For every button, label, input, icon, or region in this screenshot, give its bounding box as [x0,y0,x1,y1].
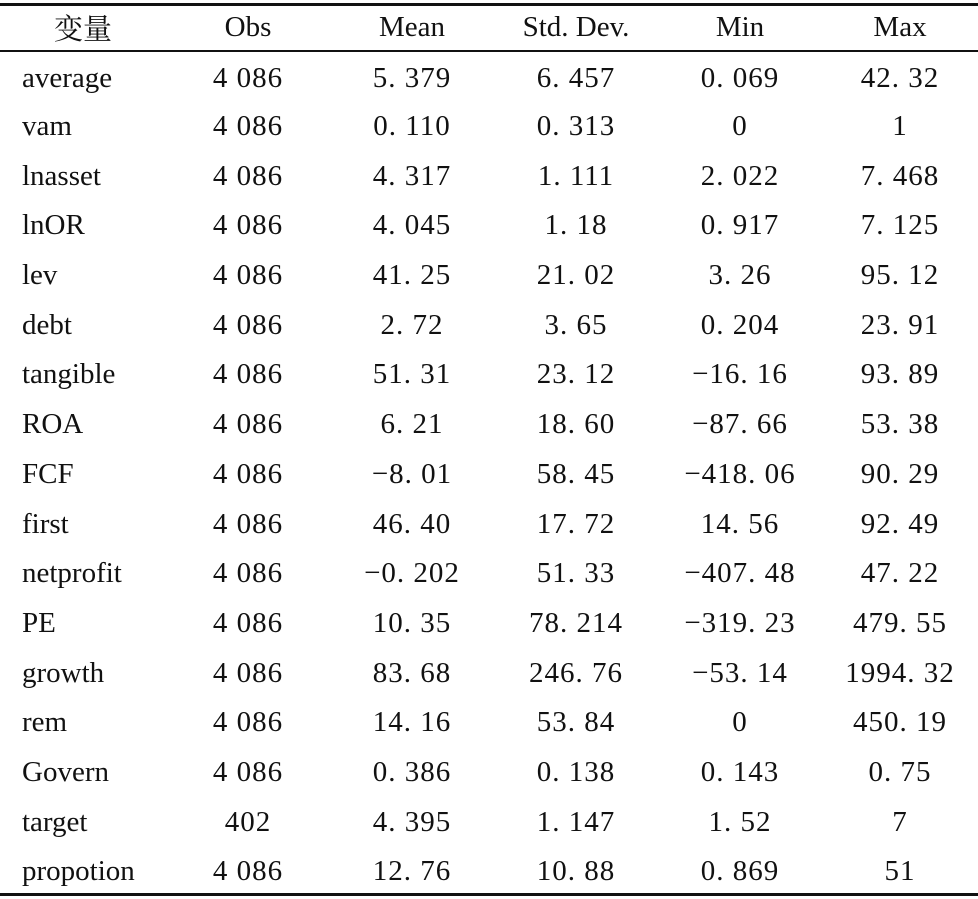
table-row [0,797,978,847]
obs-cell: 4 086 [212,209,284,242]
mean-cell: −0. 202 [364,557,460,590]
variable-name-cell: tangible [22,358,116,391]
obs-cell: 4 086 [212,358,284,391]
table-row [0,549,978,599]
std-dev-cell: 17. 72 [536,507,616,540]
obs-cell: 4 086 [212,159,284,192]
variable-name-cell: propotion [22,855,135,888]
mean-cell: 51. 31 [372,358,452,391]
min-cell: 0. 204 [700,308,780,341]
max-cell: 47. 22 [860,557,940,590]
mean-cell: 6. 21 [380,408,444,441]
std-dev-cell: 53. 84 [536,706,616,739]
mean-cell: 41. 25 [372,259,452,292]
std-dev-cell: 1. 147 [536,805,616,838]
variable-name-cell: lev [22,259,58,292]
std-dev-cell: 23. 12 [536,358,616,391]
mean-cell: −8. 01 [371,457,453,490]
mean-cell: 83. 68 [372,656,452,689]
mean-cell: 0. 110 [373,110,451,143]
mean-cell: 10. 35 [372,606,452,639]
variable-name-cell: PE [22,606,56,639]
obs-cell: 4 086 [212,62,284,95]
obs-cell: 4 086 [212,457,284,490]
max-cell: 0. 75 [868,755,932,788]
table-row [0,52,978,102]
variable-name-cell: debt [22,308,72,341]
min-cell: 0. 869 [700,855,780,888]
variable-name-cell: Govern [22,755,109,788]
table-row [0,698,978,748]
std-dev-cell: 6. 457 [536,62,616,95]
table-row [0,251,978,301]
max-cell: 479. 55 [853,606,947,639]
table-row [0,151,978,201]
variable-name-cell: FCF [22,457,74,490]
table-row [0,499,978,549]
variable-name-cell: rem [22,706,68,739]
mean-cell: 12. 76 [372,855,452,888]
max-cell: 95. 12 [860,259,940,292]
column-header-mean: Mean [378,10,446,43]
min-cell: −407. 48 [684,557,796,590]
table-row [0,400,978,450]
min-cell: 1. 52 [708,805,772,838]
std-dev-cell: 78. 214 [529,606,623,639]
column-header-min: Min [715,10,765,43]
min-cell: −16. 16 [692,358,788,391]
table-body [0,52,978,897]
variable-name-cell: lnOR [22,209,85,242]
min-cell: 0. 917 [700,209,780,242]
std-dev-cell: 21. 02 [536,259,616,292]
min-cell: −87. 66 [692,408,788,441]
mean-cell: 4. 045 [372,209,452,242]
table-row [0,450,978,500]
min-cell: 0. 143 [700,755,780,788]
obs-cell: 402 [224,805,272,838]
obs-cell: 4 086 [212,408,284,441]
min-cell: 0 [732,110,748,143]
obs-cell: 4 086 [212,706,284,739]
obs-cell: 4 086 [212,110,284,143]
mean-cell: 5. 379 [372,62,452,95]
obs-cell: 4 086 [212,755,284,788]
min-cell: 14. 56 [700,507,780,540]
max-cell: 90. 29 [860,457,940,490]
max-cell: 42. 32 [860,62,940,95]
table-row [0,599,978,649]
mean-cell: 46. 40 [372,507,452,540]
obs-cell: 4 086 [212,308,284,341]
column-header-std-dev: Std. Dev. [522,10,630,43]
variable-name-cell: first [22,507,69,540]
min-cell: −418. 06 [684,457,796,490]
obs-cell: 4 086 [212,855,284,888]
variable-name-cell: growth [22,656,105,689]
obs-cell: 4 086 [212,606,284,639]
max-cell: 7. 125 [860,209,940,242]
variable-name-cell: ROA [22,408,84,441]
max-cell: 51 [884,855,916,888]
table-row [0,201,978,251]
min-cell: 0. 069 [700,62,780,95]
mean-cell: 14. 16 [372,706,452,739]
table-row [0,102,978,152]
std-dev-cell: 0. 138 [536,755,616,788]
std-dev-cell: 18. 60 [536,408,616,441]
std-dev-cell: 1. 18 [544,209,608,242]
min-cell: 3. 26 [708,259,772,292]
max-cell: 93. 89 [860,358,940,391]
std-dev-cell: 3. 65 [544,308,608,341]
mean-cell: 4. 395 [372,805,452,838]
min-cell: 2. 022 [700,159,780,192]
std-dev-cell: 0. 313 [536,110,616,143]
variable-name-cell: target [22,805,88,838]
table-row [0,748,978,798]
table-row [0,847,978,897]
header-row [0,0,978,52]
min-cell: 0 [732,706,748,739]
max-cell: 7. 468 [860,159,940,192]
variable-name-cell: average [22,62,113,95]
max-cell: 450. 19 [853,706,947,739]
max-cell: 1994. 32 [845,656,955,689]
obs-cell: 4 086 [212,259,284,292]
std-dev-cell: 51. 33 [536,557,616,590]
variable-name-cell: vam [22,110,72,143]
obs-cell: 4 086 [212,557,284,590]
column-header-obs: Obs [224,10,272,43]
std-dev-cell: 58. 45 [536,457,616,490]
column-header-max: Max [873,10,927,43]
max-cell: 7 [892,805,908,838]
std-dev-cell: 1. 111 [537,159,615,192]
table-row [0,300,978,350]
table-row [0,648,978,698]
min-cell: −319. 23 [684,606,796,639]
column-header-variable: 变量 [53,13,112,46]
mean-cell: 0. 386 [372,755,452,788]
obs-cell: 4 086 [212,656,284,689]
mean-cell: 4. 317 [372,159,452,192]
table-row [0,350,978,400]
std-dev-cell: 10. 88 [536,855,616,888]
variable-name-cell: netprofit [22,557,122,590]
variable-name-cell: lnasset [22,159,101,192]
max-cell: 53. 38 [860,408,940,441]
mean-cell: 2. 72 [380,308,444,341]
obs-cell: 4 086 [212,507,284,540]
min-cell: −53. 14 [692,656,788,689]
max-cell: 1 [892,110,908,143]
std-dev-cell: 246. 76 [529,656,623,689]
max-cell: 23. 91 [860,308,940,341]
max-cell: 92. 49 [860,507,940,540]
